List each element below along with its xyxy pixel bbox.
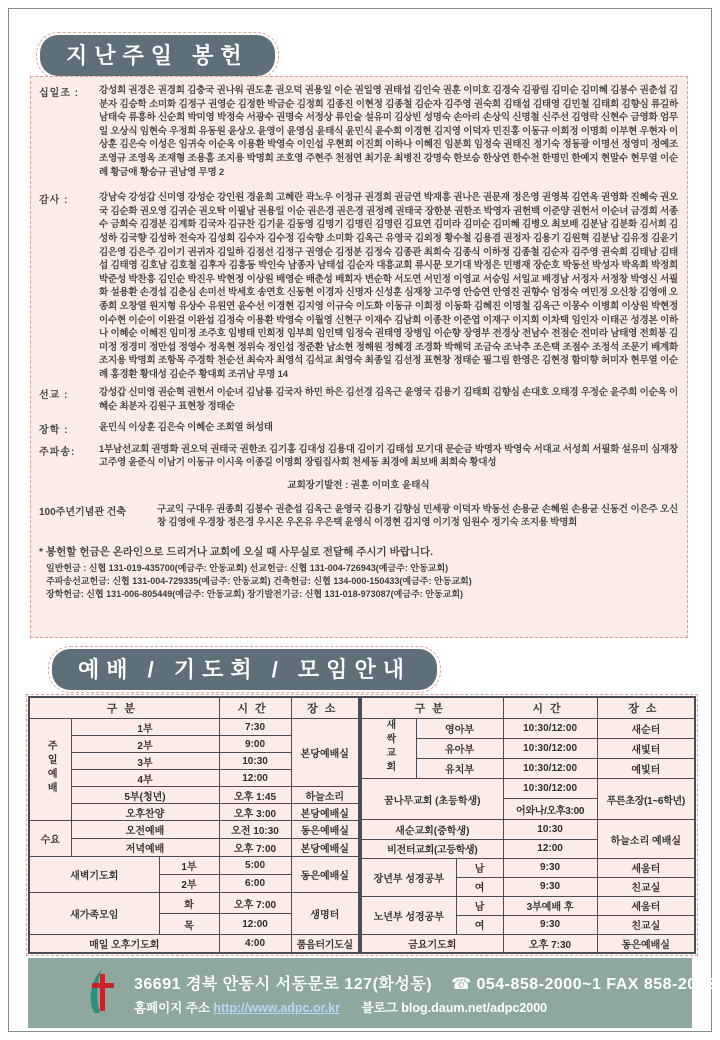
mission-label: 선교 :: [39, 390, 69, 402]
table-row: 새가족모임 화 오후 7:00 생명터: [29, 893, 359, 914]
account-line-2: 주파송선교헌금: 신협 131-004-729335(예금주: 안동교회) 건축헌금: 신협 134-000-150433(예금주: 안동교회): [46, 576, 472, 587]
table-row: 새벽기도회 1부 5:00 동은예배실: [29, 857, 359, 875]
table-row: 어와나/오후3:00: [361, 799, 695, 820]
homepage-link[interactable]: http://www.adpc.or.kr: [213, 1000, 341, 1015]
offering-title-badge: [36, 32, 279, 79]
offering-entry-mission: [39, 386, 678, 413]
table-row: 장년부 성경공부 남 9:30 세움터: [361, 858, 695, 877]
table-row: 새싹교회 영아부 10:30/12:00 새순터: [361, 719, 695, 739]
table-row: 오후찬양 오후 3:00 본당예배실: [29, 804, 359, 821]
footer-web-line: [134, 998, 715, 1016]
sunday-worship-group: 주일예배: [45, 740, 57, 796]
new-family-group: 새가족모임: [29, 893, 159, 935]
right-header-time: 시간: [503, 697, 597, 719]
table-row: 수요 오전예배 오전 10:30 동은예배실: [29, 821, 359, 839]
schedule-table-left: [28, 696, 360, 954]
table-row: 여 9:30 친교실: [361, 915, 695, 934]
church-logo-icon: [86, 967, 118, 1020]
longterm-label: 교회장기발전 :: [287, 479, 349, 491]
adult-bible-study-group: 장년부 성경공부: [361, 858, 456, 896]
offering-panel: [30, 76, 688, 638]
tithe-label: 십일조 :: [39, 88, 80, 99]
table-row: 매일 오후기도회 4:00 품음터기도실: [29, 935, 359, 954]
account-line-3: 장학헌금: 신협 131-006-805449(예금주: 안동교회) 장기발전기금: 신협 131-018-973087(예금주: 안동교회): [46, 589, 464, 600]
account-info: [39, 562, 678, 601]
table-row: 5부(청년) 오후 1:45 하늘소리: [29, 787, 359, 804]
offering-title: 지난주일 봉헌: [40, 35, 275, 76]
daily-prayer-label: 매일 오후기도회: [29, 935, 219, 954]
table-row: 새순교회(중학생) 10:30 하늘소리 예배실: [361, 820, 695, 839]
centennial-label: 100주년기념관 건축: [39, 506, 127, 518]
centennial-names: 구교익 구대우 권종희 김봉수 권춘섭 김옥근 윤영국 김용기 김향심 민세광 이덕자 박동선 손용균 손혜원 손용균 신동건 이은주 오신창 김영애 우경창 정은경 우시온 우온유 우은택 윤영식 이경현 김지영 이기정 임원수 정기숙 조지용 박명희: [157, 503, 678, 529]
table-row: 노년부 성경공부 남 3부예배 후 세움터: [361, 896, 695, 915]
offering-entry-thanks: [39, 191, 678, 381]
footer-address: 36691 경북 안동시 서동문로 127(화성동): [134, 975, 433, 993]
right-header-group: 구분: [361, 697, 503, 719]
dawn-prayer-group: 새벽기도회: [29, 857, 159, 893]
offering-entry-dispatch: [39, 443, 678, 470]
saesoon-church-label: 새순교회(중학생): [361, 820, 503, 839]
left-header-time: 시간: [219, 697, 291, 719]
table-row: 여 9:30 친교실: [361, 877, 695, 896]
table-row: 유아부 10:30/12:00 새빛터: [361, 739, 695, 759]
scholarship-names: 윤민식 이상훈 김은숙 이혜순 조희열 허성태: [99, 421, 273, 433]
left-header-group: 구분: [29, 697, 219, 719]
blog-label: 블로그: [361, 1000, 398, 1015]
dispatch-names: 1부남선교회 권명화 권오덕 권태국 권한조 김기홍 김대성 김용대 김이기 김태섭 모기대 문순금 박명자 박영숙 서대교 서성희 서필화 설유미 심재창 고주영 윤준식 이남기 이동규 이시욱 이종길 이명희 장립집사회 천세동 최경애 최보배 최희숙 황대성: [99, 443, 678, 469]
schedule-title: 예배 / 기도회 / 모임안내: [52, 649, 437, 690]
offering-entry-scholarship: [39, 421, 678, 436]
schedule-panel: [26, 694, 698, 956]
senior-bible-study-group: 노년부 성경공부: [361, 896, 456, 934]
table-row: 2부 9:00: [29, 736, 359, 753]
right-header-row: [361, 697, 695, 719]
footer-text: [134, 971, 715, 1016]
tithe-names: 강성희 권경은 권경희 김충국 권나워 권도훈 권오덕 권용일 이순 권일영 권태섭 김인숙 권훈 이미호 김경숙 김광림 김미순 김미혜 김봉수 권춘섭 김분자 김승학 소미화 김정구 권영순 김정한 박금순 김정희 김종진 이현정 김종철 김순자 김주영 권숙희 김태섭 김태영 김민철 김태희 김향심 류길하 남태숙 류흥하 신순희 박미영 박정숙 서광수 권명숙 서정상 류인술 설유미 김상빈 성명숙 손아리 손상익 신명철 신주선 김영락 신현수 금영화 엄무일 오상식 임현숙 우정희 유동원 윤상오 윤영이 윤영심 윤태식 윤민식 윤수희 이경현 김지영 이덕자 민진홍 이동규 이희정 이명희 이부현 우현자 이상훈 김은숙 이성은 임귀숙 이순옥 이용환 박영숙 이인섭 우현희 이진희 이하나 이혜진 임분희 임정숙 권태진 정기숙 정동광 이명선 정영미 정예조 조영규 조영옥 조재형 조용흠 조지용 박명희 조호영 주현주 천점연 최기운 최병진 강명숙 한보승 한상연 한수천 한명민 한예지 현말수 현무열 이순례 황금애 황승규 권남영 무명 2: [99, 85, 678, 178]
offering-entry-tithe: [39, 84, 678, 179]
scholarship-label: 장학 :: [39, 424, 69, 436]
table-row: 저녁예배 오후 7:00 본당예배실: [29, 839, 359, 857]
left-header-place: 장소: [291, 697, 359, 719]
offering-notice: * 봉헌할 헌금은 온라인으로 드리거나 교회에 오실 때 사무실로 전달해 주시기 바랍니다.: [39, 546, 434, 559]
footer-fax: FAX 858-2002: [606, 975, 716, 993]
phone-icon: ☎: [451, 975, 472, 993]
table-row: 목 12:00: [29, 914, 359, 935]
longterm-line: [39, 477, 678, 491]
vision-church-label: 비전터교회(고등학생): [361, 839, 503, 858]
table-row: 4부 12:00: [29, 770, 359, 787]
dream-tree-church-group: 꿈나무교회 (초등학생): [361, 779, 503, 820]
table-row: 2부 6:00: [29, 875, 359, 893]
right-header-place: 장소: [597, 697, 695, 719]
schedule-table-right: [360, 696, 696, 954]
schedule-title-badge: [48, 646, 441, 693]
account-line-1: 일반헌금 : 신협 131-019-435700(예금주: 안동교회) 선교헌금: 신협 131-004-726943(예금주: 안동교회): [46, 563, 449, 574]
longterm-names: 권훈 이미호 윤태식: [350, 479, 430, 491]
saessak-church-group: 새싹교회: [383, 719, 395, 776]
homepage-label: 홈페이지 주소: [134, 1000, 210, 1015]
thanks-label: 감사 :: [39, 195, 69, 207]
offering-entry-centennial: [39, 503, 678, 530]
footer-address-line: [134, 971, 715, 994]
table-row: 유치부 10:30/12:00 예빛터: [361, 759, 695, 779]
wednesday-group: 수요: [29, 821, 71, 857]
left-header-row: [29, 697, 359, 719]
thanks-names: 강남숙 강성갑 신미영 강성순 강인원 경윤희 고혜란 곽노우 이정규 권경희 권금연 박재흥 권나은 권문재 정은영 권영복 김연옥 권영화 진혜숙 권오국 김순화 권오영 김귀순 권오탁 이필남 권용일 이순 권은경 권은경 권정례 권태국 장한분 권한조 박영자 권헌백 이준양 권헌서 이순녀 금경희 서종수 금희숙 김경분 김계화 김국자 김규찬 김기윤 김동영 김명기 김명린 김명린 김묘연 김미라 김미순 김미혜 김병오 최보배 김분남 김분화 김서희 김성하 김국향 김성하 전숙자 김성희 김수자 김수정 김숙향 소미화 김옥근 유영국 김외정 황수철 김용겸 권정자 김용기 김원혁 김분남 김유정 김윤기 김은영 김은주 김이기 권귀자 김일하 김점선 김정구 권영순 김정분 김정숙 김종관 최희숙 김종식 이하정 김종철 김순자 김주영 권숙희 김태남 김태섭 김태영 김호남 김호철 김후자 김흥동 박인숙 남종자 남태섭 김순자 대흥교회 류시문 모기대 박정은 민병재 장순호 박동선 박성자 박옥희 박정희 박준성 박찬흥 김인순 박진우 박현정 이상원 배영순 배춘성 배희자 변순학 서도연 서민정 이영교 서승임 서일교 배경남 서정자 서정창 박영신 서필화 설용환 손경섭 김춘심 손미선 박세호 송연호 신동현 이경자 신명자 신성훈 심재창 고주영 안승연 안영진 권향수 엄정숙 여민정 오신창 김영애 오종희 오창열 원지형 유상수 유원연 윤수선 이경현 김지영 이규숙 이도화 이동규 이희정 이동화 김혜진 이명철 김옥근 이몽수 이병희 이상원 박현정 이수현 이순이 이완걸 이완섭 김정숙 이용환 박영숙 이월영 신현구 이재수 김남희 이종찬 이준엽 이재구 이지희 이차택 임인자 이태곤 성경본 이하나 이혜순 이혜진 임미정 조주호 임병태 민희정 임부희 임인택 임정숙 권태영 장병임 이순향 장영부 전경상 전남수 전점순 전미라 남태영 전희봉 김미정 정경미 정만섭 정영수 정옥현 정위숙 정인섭 정준환 남소현 정해원 정혜경 조경화 박해덕 조금숙 조낙추 조은택 조점수 조정석 조문기 배계화 조지용 박명희 조항목 주경학 천순선 최숙자 최영석 김석교 최영숙 최종일 김선정 표현창 정태순 필그림 한영은 김현정 함미향 허미자 현무열 이순례 홍경환 황대성 김순주 황대희 조귀남 무명 14: [99, 192, 678, 380]
table-row: 3부 10:30: [29, 753, 359, 770]
table-row: 비전터교회(고등학생) 12:00: [361, 839, 695, 858]
mission-names: 강성갑 신미영 권순혁 권헌서 이순녀 김남룡 김국자 하민 하은 김선경 김옥근 윤영국 김용기 김태희 김향심 손대호 오태경 우정순 윤주희 이순옥 이혜순 최분자 김원구 표현창 정태순: [99, 387, 678, 413]
dispatch-label: 주파송:: [39, 446, 76, 458]
table-row: 꿈나무교회 (초등학생) 10:30/12:00 푸른초장(1~6학년): [361, 779, 695, 799]
table-row: 금요기도회 오후 7:30 동은예배실: [361, 934, 695, 953]
friday-prayer-label: 금요기도회: [361, 934, 503, 953]
blog-url: blog.daum.net/adpc2000: [401, 1000, 548, 1015]
footer-phone: 054-858-2000~1: [476, 975, 602, 993]
footer-bar: [28, 958, 716, 1028]
table-row: 주일예배 1부 7:30 본당예배실: [29, 719, 359, 736]
